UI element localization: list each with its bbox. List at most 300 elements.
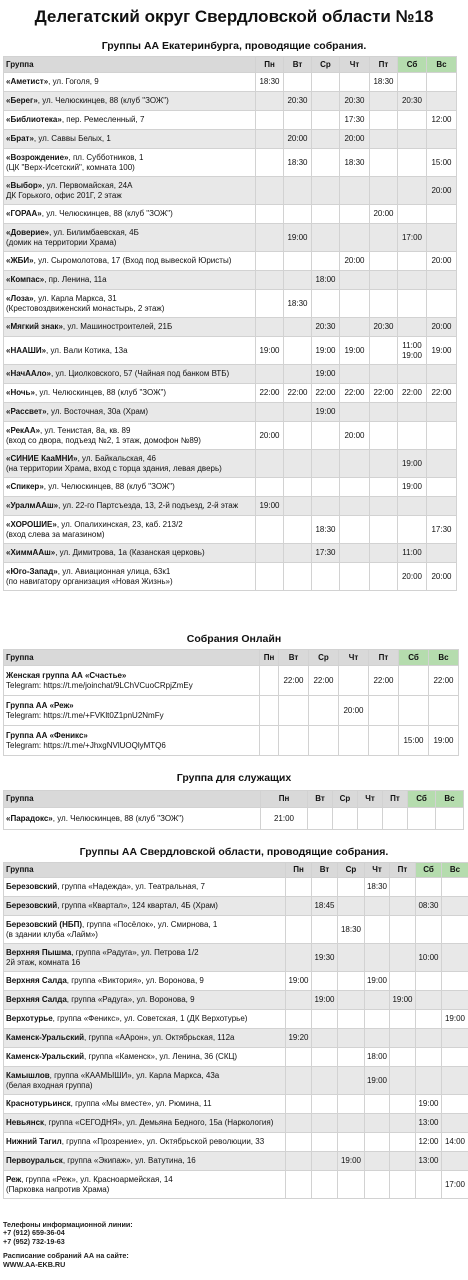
time-cell bbox=[338, 1133, 365, 1152]
time-cell bbox=[260, 696, 279, 726]
time-cell bbox=[365, 944, 390, 972]
table-row bbox=[4, 73, 457, 92]
time-cell: 22:00 bbox=[340, 384, 370, 403]
time-cell bbox=[312, 252, 340, 271]
time-cell bbox=[416, 1048, 442, 1067]
time-cell: 19:30 bbox=[312, 944, 338, 972]
header-day: Ср bbox=[312, 57, 340, 73]
time-cell bbox=[340, 497, 370, 516]
group-address: , ул. Челюскинцев, 88 (клуб "ЗОЖ") bbox=[52, 813, 184, 823]
time-cell bbox=[284, 497, 312, 516]
time-cell: 13:00 bbox=[416, 1114, 442, 1133]
table-header bbox=[4, 791, 464, 808]
group-address: , ул. Челюскинцев, 88 (клуб "ЗОЖ") bbox=[41, 209, 173, 219]
group-address: , группа «Радуга», ул. Воронова, 9 bbox=[66, 995, 195, 1005]
group-name: Верхняя Салда bbox=[6, 995, 67, 1005]
time-cell bbox=[284, 422, 312, 450]
group-address-extra: (вход слева за магазином) bbox=[6, 529, 105, 539]
time-cell bbox=[408, 808, 436, 830]
table-row bbox=[4, 516, 457, 544]
time-cell bbox=[370, 252, 398, 271]
time-cell: 19:00 bbox=[429, 726, 459, 756]
group-address: , пр. Ленина, 11а bbox=[44, 275, 107, 285]
table-row bbox=[4, 403, 457, 422]
schedule-table-ekb bbox=[3, 56, 457, 591]
table-row bbox=[4, 1048, 468, 1067]
time-cell bbox=[260, 726, 279, 756]
time-cell bbox=[390, 972, 416, 991]
time-cell bbox=[390, 897, 416, 916]
group-address-extra: (белая входная группа) bbox=[6, 1080, 93, 1090]
time-cell bbox=[256, 130, 284, 149]
group-cell bbox=[4, 318, 256, 337]
time-cell bbox=[340, 205, 370, 224]
header-group: Группа bbox=[4, 863, 286, 878]
time-cell bbox=[390, 1171, 416, 1199]
time-cell bbox=[284, 365, 312, 384]
time-cell: 20:30 bbox=[284, 92, 312, 111]
header-group: Группа bbox=[4, 791, 261, 808]
group-address: , группа «ААрон», ул. Октябрьская, 112а bbox=[84, 1033, 235, 1043]
header-day: Пн bbox=[256, 57, 284, 73]
time-cell: 22:00 bbox=[309, 666, 339, 696]
time-cell bbox=[416, 1029, 442, 1048]
table-row bbox=[4, 1133, 468, 1152]
time-cell: 22:00 bbox=[284, 384, 312, 403]
time-cell bbox=[338, 1048, 365, 1067]
time-cell bbox=[398, 422, 427, 450]
time-cell bbox=[256, 365, 284, 384]
group-name: «ЖБИ» bbox=[6, 256, 34, 266]
time-cell: 10:00 bbox=[416, 944, 442, 972]
time-cell: 20:30 bbox=[312, 318, 340, 337]
time-cell: 22:00 bbox=[370, 384, 398, 403]
table-row bbox=[4, 111, 457, 130]
time-cell: 12:00 bbox=[416, 1133, 442, 1152]
group-cell bbox=[4, 916, 286, 944]
time-cell bbox=[398, 290, 427, 318]
header-day: Сб bbox=[398, 57, 427, 73]
table-row bbox=[4, 205, 457, 224]
group-name: «Доверие» bbox=[6, 227, 50, 237]
group-cell bbox=[4, 450, 256, 478]
table-row bbox=[4, 224, 457, 252]
group-cell bbox=[4, 337, 256, 365]
time-cell: 20:00 bbox=[256, 422, 284, 450]
group-name: «Аметист» bbox=[6, 77, 49, 87]
group-name: Каменск-Уральский bbox=[6, 1033, 85, 1043]
time-cell: 17:30 bbox=[340, 111, 370, 130]
group-address: , ул. Саввы Белых, 1 bbox=[33, 134, 111, 144]
group-cell bbox=[4, 252, 256, 271]
group-address: , ул. Челюскинцев, 88 (клуб "ЗОЖ") bbox=[37, 96, 169, 106]
page-title: Делегатский округ Свердловской области №18 bbox=[34, 7, 434, 26]
group-cell bbox=[4, 563, 256, 591]
group-cell bbox=[4, 1067, 286, 1095]
group-address-extra: (в здании клуба «Лайм») bbox=[6, 929, 98, 939]
time-cell bbox=[256, 111, 284, 130]
time-cell bbox=[312, 916, 338, 944]
phone-number[interactable]: +7 (912) 659-36-04 bbox=[3, 1228, 65, 1238]
time-cell: 20:00 bbox=[427, 252, 457, 271]
time-cell bbox=[398, 516, 427, 544]
group-name: «Лоза» bbox=[6, 293, 34, 303]
group-address: , ул. Машиностроителей, 21Б bbox=[62, 322, 173, 332]
time-cell: 20:00 bbox=[427, 177, 457, 205]
table-row bbox=[4, 878, 468, 897]
time-cell bbox=[427, 73, 457, 92]
time-cell bbox=[442, 1067, 468, 1095]
time-cell bbox=[365, 916, 390, 944]
group-address: , ул. Авиационная улица, 63к1 bbox=[57, 566, 171, 576]
table-row bbox=[4, 271, 457, 290]
time-cell bbox=[340, 478, 370, 497]
table-row bbox=[4, 991, 468, 1010]
group-name: Верхняя Пышма bbox=[6, 947, 72, 957]
group-name: Березовский bbox=[6, 901, 58, 911]
table-row bbox=[4, 544, 457, 563]
group-cell bbox=[4, 544, 256, 563]
time-cell bbox=[286, 1095, 312, 1114]
schedule-table-online bbox=[3, 649, 459, 756]
time-cell bbox=[256, 478, 284, 497]
time-cell bbox=[398, 149, 427, 177]
time-cell bbox=[427, 403, 457, 422]
time-cell bbox=[284, 111, 312, 130]
time-cell: 19:00 bbox=[416, 1095, 442, 1114]
time-cell: 18:30 bbox=[365, 878, 390, 897]
group-address: , ул. Тенистая, 8а, кв. 89 bbox=[40, 425, 131, 435]
table-row bbox=[4, 497, 457, 516]
time-cell bbox=[370, 149, 398, 177]
time-cell bbox=[399, 666, 429, 696]
time-cell: 20:00 bbox=[339, 696, 369, 726]
group-address: , ул. 22-го Партсъезда, 13, 2-й подъезд, 2-й этаж bbox=[58, 501, 239, 511]
table-row bbox=[4, 478, 457, 497]
time-cell bbox=[308, 808, 333, 830]
time-cell bbox=[312, 972, 338, 991]
time-cell: 22:00 bbox=[369, 666, 399, 696]
group-address: , ул. Карла Маркса, 31 bbox=[33, 293, 117, 303]
table-row bbox=[4, 563, 457, 591]
table-row bbox=[4, 696, 459, 726]
time-cell bbox=[442, 1048, 468, 1067]
time-cell: 19:00 bbox=[312, 991, 338, 1010]
time-cell: 19:00 bbox=[398, 478, 427, 497]
time-cell: 11:00 19:00 bbox=[398, 337, 427, 365]
time-cell bbox=[284, 205, 312, 224]
group-cell bbox=[4, 1114, 286, 1133]
time-cell bbox=[284, 516, 312, 544]
group-cell bbox=[4, 1095, 286, 1114]
group-address-extra[interactable]: Telegram: https://t.me/+FVKlt0Z1pnU2NmFy bbox=[6, 710, 164, 720]
time-cell bbox=[370, 111, 398, 130]
table-row bbox=[4, 666, 459, 696]
time-cell bbox=[340, 403, 370, 422]
time-cell: 20:00 bbox=[370, 205, 398, 224]
group-address-extra[interactable]: Telegram: https://t.me/+JhxgNVlUOQlyMTQ6 bbox=[6, 740, 166, 750]
section-title-online: Собрания Онлайн bbox=[186, 633, 282, 645]
time-cell bbox=[427, 450, 457, 478]
time-cell bbox=[416, 991, 442, 1010]
time-cell bbox=[442, 991, 468, 1010]
header-day: Пт bbox=[370, 57, 398, 73]
group-address: , ул. Опалихинская, 23, каб. 213/2 bbox=[56, 519, 183, 529]
group-address-extra: (домик на территории Храма) bbox=[6, 237, 117, 247]
header-day: Сб bbox=[408, 791, 436, 808]
group-name: «Компас» bbox=[6, 275, 45, 285]
group-cell bbox=[4, 478, 256, 497]
time-cell: 20:00 bbox=[340, 252, 370, 271]
time-cell bbox=[256, 450, 284, 478]
time-cell bbox=[284, 271, 312, 290]
group-cell bbox=[4, 1010, 286, 1029]
time-cell bbox=[398, 177, 427, 205]
time-cell bbox=[256, 271, 284, 290]
time-cell bbox=[312, 478, 340, 497]
group-address: , группа «Экипаж», ул. Ватутина, 16 bbox=[62, 1156, 196, 1166]
time-cell bbox=[256, 92, 284, 111]
time-cell bbox=[365, 1133, 390, 1152]
group-address: , ул. Димитрова, 1а (Казанская церковь) bbox=[55, 548, 205, 558]
time-cell bbox=[312, 1010, 338, 1029]
time-cell bbox=[286, 1010, 312, 1029]
table-row bbox=[4, 916, 468, 944]
table-row bbox=[4, 422, 457, 450]
group-address: , ул. Сыромолотова, 17 (Вход под вывеской Юристы) bbox=[33, 256, 232, 266]
time-cell bbox=[338, 991, 365, 1010]
time-cell: 08:30 bbox=[416, 897, 442, 916]
time-cell bbox=[416, 1171, 442, 1199]
group-address-extra: (на территории Храма, вход с торца здания, левая дверь) bbox=[6, 463, 222, 473]
table-row bbox=[4, 972, 468, 991]
time-cell: 19:00 bbox=[312, 403, 340, 422]
time-cell: 22:00 bbox=[429, 666, 459, 696]
time-cell bbox=[279, 696, 309, 726]
time-cell bbox=[390, 1010, 416, 1029]
time-cell bbox=[370, 365, 398, 384]
group-address: , группа «Посёлок», ул. Смирнова, 1 bbox=[82, 919, 218, 929]
table-row bbox=[4, 944, 468, 972]
time-cell bbox=[312, 878, 338, 897]
time-cell bbox=[390, 1133, 416, 1152]
time-cell bbox=[284, 450, 312, 478]
group-address-extra: (Парковка напротив Храма) bbox=[6, 1184, 110, 1194]
group-name: «Юго-Запад» bbox=[6, 566, 58, 576]
group-name: Группа АА «Феникс» bbox=[6, 730, 88, 740]
time-cell bbox=[312, 1152, 338, 1171]
time-cell bbox=[416, 916, 442, 944]
group-address: , группа «Квартал», 124 квартал, 4Б (Храм) bbox=[57, 901, 218, 911]
time-cell bbox=[312, 563, 340, 591]
group-address: , группа «Виктория», ул. Воронова, 9 bbox=[66, 976, 204, 986]
time-cell bbox=[442, 1029, 468, 1048]
group-name: «Ночь» bbox=[6, 388, 35, 398]
schedule-table-service bbox=[3, 790, 464, 830]
time-cell bbox=[416, 878, 442, 897]
schedule-table-region bbox=[3, 862, 468, 1199]
time-cell bbox=[427, 224, 457, 252]
time-cell bbox=[429, 696, 459, 726]
site-link[interactable]: WWW.AA-EKB.RU bbox=[3, 1259, 66, 1269]
header-day: Пн bbox=[286, 863, 312, 878]
time-cell: 17:00 bbox=[442, 1171, 468, 1199]
group-cell bbox=[4, 224, 256, 252]
group-name: Нижний Тагил bbox=[6, 1137, 62, 1147]
time-cell: 18:30 bbox=[284, 290, 312, 318]
time-cell bbox=[370, 497, 398, 516]
time-cell bbox=[284, 73, 312, 92]
time-cell bbox=[312, 205, 340, 224]
table-row bbox=[4, 1010, 468, 1029]
group-address-extra[interactable]: Telegram: https://t.me/joinchat/9LChVCuoCRpjZmEy bbox=[6, 680, 193, 690]
time-cell bbox=[370, 450, 398, 478]
time-cell bbox=[312, 1048, 338, 1067]
time-cell: 19:00 bbox=[256, 497, 284, 516]
time-cell bbox=[286, 1133, 312, 1152]
header-group: Группа bbox=[4, 57, 256, 73]
table-row bbox=[4, 897, 468, 916]
time-cell bbox=[256, 563, 284, 591]
time-cell bbox=[370, 92, 398, 111]
group-address: , группа «Надежда», ул. Театральная, 7 bbox=[57, 882, 205, 892]
group-address-extra: (Крестовоздвиженский монастырь, 2 этаж) bbox=[6, 303, 165, 313]
time-cell bbox=[338, 1010, 365, 1029]
time-cell bbox=[370, 403, 398, 422]
group-cell bbox=[4, 111, 256, 130]
header-day: Пн bbox=[260, 650, 279, 666]
header-day: Пт bbox=[369, 650, 399, 666]
time-cell bbox=[286, 944, 312, 972]
group-name: «Рассвет» bbox=[6, 407, 47, 417]
time-cell bbox=[442, 1152, 468, 1171]
time-cell bbox=[427, 422, 457, 450]
time-cell bbox=[365, 897, 390, 916]
time-cell bbox=[340, 318, 370, 337]
time-cell bbox=[427, 497, 457, 516]
table-row bbox=[4, 1029, 468, 1048]
group-cell bbox=[4, 497, 256, 516]
group-address: , группа «Реж», ул. Красноармейская, 14 bbox=[21, 1174, 173, 1184]
time-cell bbox=[398, 205, 427, 224]
time-cell: 19:00 bbox=[256, 337, 284, 365]
group-name: Женская группа АА «Счастье» bbox=[6, 670, 127, 680]
time-cell bbox=[312, 111, 340, 130]
time-cell bbox=[365, 991, 390, 1010]
time-cell bbox=[365, 1152, 390, 1171]
time-cell bbox=[442, 1095, 468, 1114]
time-cell bbox=[338, 878, 365, 897]
group-cell bbox=[4, 944, 286, 972]
time-cell bbox=[365, 1114, 390, 1133]
time-cell: 18:30 bbox=[338, 916, 365, 944]
header-day: Вс bbox=[427, 57, 457, 73]
time-cell bbox=[398, 318, 427, 337]
table-row bbox=[4, 92, 457, 111]
group-cell bbox=[4, 1171, 286, 1199]
time-cell bbox=[427, 290, 457, 318]
group-address-extra: ДК Горького, офис 201Г, 2 этаж bbox=[6, 190, 122, 200]
time-cell bbox=[312, 1114, 338, 1133]
time-cell bbox=[427, 130, 457, 149]
time-cell bbox=[370, 563, 398, 591]
time-cell bbox=[284, 403, 312, 422]
group-name: Группа АА «Реж» bbox=[6, 700, 74, 710]
phone-number[interactable]: +7 (952) 732-19-63 bbox=[3, 1236, 65, 1246]
time-cell bbox=[338, 944, 365, 972]
group-name: «Берег» bbox=[6, 96, 38, 106]
group-cell bbox=[4, 177, 256, 205]
time-cell bbox=[390, 1067, 416, 1095]
header-day: Вс bbox=[442, 863, 468, 878]
site-label: Расписание собраний АА на сайте: bbox=[3, 1251, 129, 1261]
group-name: Березовский (НБП) bbox=[6, 919, 83, 929]
group-cell bbox=[4, 92, 256, 111]
group-address-extra: (по навигатору организация «Новая Жизнь») bbox=[6, 576, 173, 586]
time-cell bbox=[340, 271, 370, 290]
time-cell: 19:00 bbox=[338, 1152, 365, 1171]
time-cell bbox=[286, 1171, 312, 1199]
time-cell bbox=[256, 318, 284, 337]
header-day: Чт bbox=[358, 791, 383, 808]
time-cell bbox=[256, 290, 284, 318]
time-cell bbox=[340, 224, 370, 252]
time-cell: 17:30 bbox=[312, 544, 340, 563]
group-address: , ул. Восточная, 30а (Храм) bbox=[46, 407, 149, 417]
time-cell bbox=[390, 1048, 416, 1067]
time-cell: 20:30 bbox=[398, 92, 427, 111]
time-cell bbox=[340, 290, 370, 318]
group-cell bbox=[4, 991, 286, 1010]
time-cell: 13:00 bbox=[416, 1152, 442, 1171]
time-cell bbox=[256, 224, 284, 252]
time-cell bbox=[286, 897, 312, 916]
time-cell bbox=[338, 1095, 365, 1114]
header-day: Вт bbox=[312, 863, 338, 878]
group-name: «Спикер» bbox=[6, 482, 44, 492]
group-name: Каменск-Уральский bbox=[6, 1052, 85, 1062]
time-cell bbox=[312, 290, 340, 318]
time-cell bbox=[369, 696, 399, 726]
section-title-region: Группы АА Свердловской области, проводящие собрания. bbox=[79, 846, 389, 858]
header-day: Чт bbox=[365, 863, 390, 878]
group-cell bbox=[4, 897, 286, 916]
time-cell bbox=[340, 544, 370, 563]
time-cell bbox=[256, 516, 284, 544]
time-cell: 15:00 bbox=[399, 726, 429, 756]
header-day: Пт bbox=[390, 863, 416, 878]
time-cell bbox=[286, 878, 312, 897]
time-cell bbox=[398, 130, 427, 149]
group-address: , группа «КААМЫШИ», ул. Карла Маркса, 43а bbox=[49, 1070, 220, 1080]
time-cell bbox=[338, 1171, 365, 1199]
group-address: , ул. Байкальская, 46 bbox=[77, 453, 156, 463]
time-cell bbox=[365, 1029, 390, 1048]
time-cell: 18:45 bbox=[312, 897, 338, 916]
time-cell bbox=[312, 1133, 338, 1152]
time-cell bbox=[309, 726, 339, 756]
time-cell bbox=[442, 878, 468, 897]
time-cell: 17:30 bbox=[427, 516, 457, 544]
table-header bbox=[4, 863, 468, 878]
group-name: Верхняя Салда bbox=[6, 976, 67, 986]
time-cell: 18:30 bbox=[370, 73, 398, 92]
table-row bbox=[4, 1067, 468, 1095]
time-cell bbox=[338, 1067, 365, 1095]
group-name: «ХиммААш» bbox=[6, 548, 56, 558]
group-cell bbox=[4, 130, 256, 149]
time-cell bbox=[340, 177, 370, 205]
